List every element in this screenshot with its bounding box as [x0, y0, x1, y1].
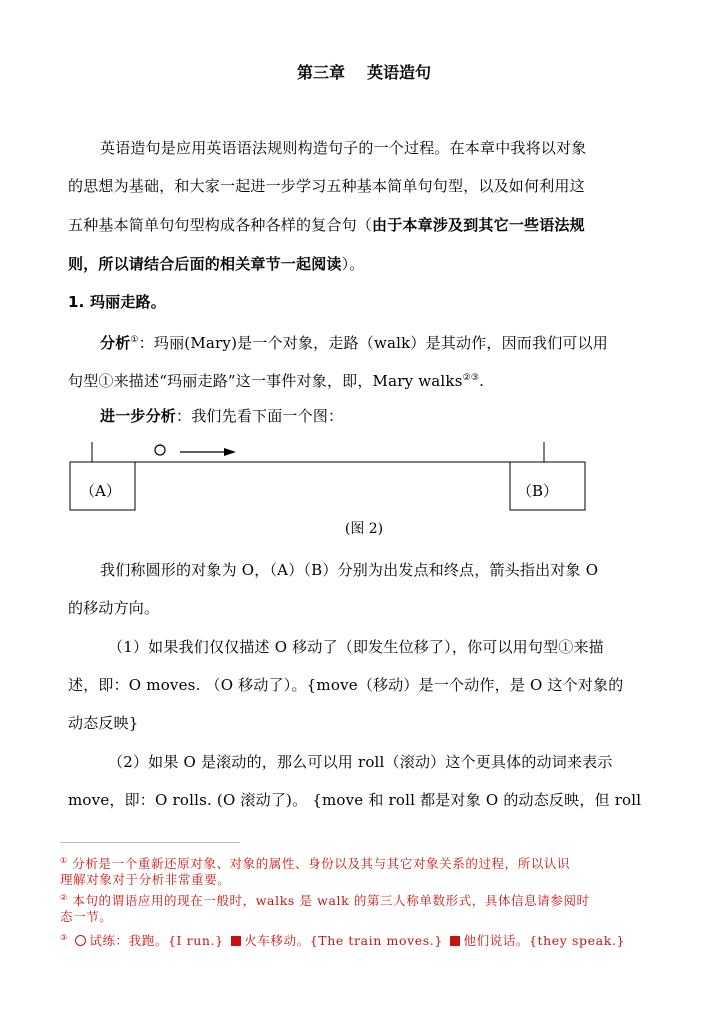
p2-line-3: 动态反映}: [68, 714, 139, 732]
footnote-1-line-1: [60, 852, 660, 872]
footnote-2-text: 本句的谓语应用的现在一般时，walks 是 walk 的第三人称单数形式，具体信息请参阅时: [67, 893, 590, 909]
footnote-3-exercise-2: 火车移动。{The train moves.}: [244, 933, 443, 949]
p2-line-1: （1）如果我们仅仅描述 O 移动了（即发生位移了），你可以用句型①来描: [108, 638, 604, 656]
footnote-2-line-1: [60, 889, 660, 909]
intro-line-4: [68, 254, 660, 274]
object-o-circle: [155, 445, 165, 455]
analysis-line-2-text: 句型①来描述“玛丽走路”这一事件对象，即，Mary walks: [68, 372, 463, 390]
footnote-ref-2-3[interactable]: ②③: [462, 373, 480, 383]
footnote-2-line-2: 态一节。: [60, 909, 113, 924]
further-analysis-label: 进一步分析: [100, 407, 177, 425]
chapter-name: 英语造句: [367, 63, 432, 82]
further-analysis-line: [68, 406, 692, 426]
p3-line-2: move，即：O rolls. (O 滚动了)。 {move 和 roll 都是对象 O 的动态反映，但 roll: [68, 791, 642, 809]
intro-line-2: 的思想为基础，和大家一起进一步学习五种基本简单句句型，以及如何利用这: [68, 177, 585, 195]
footnote-3-exercise-3: 他们说话。{they speak.}: [463, 933, 625, 949]
intro-line-3-bold: 由于本章涉及到其它一些语法规: [372, 216, 585, 234]
footnote-1-line-2: 理解对象对于分析非常重要。: [60, 872, 231, 887]
box-a: [70, 462, 135, 510]
intro-line-4-tail: ）。: [341, 255, 365, 273]
footnote-separator: [60, 842, 240, 843]
analysis-label: 分析: [100, 334, 131, 352]
intro-line-4-bold: 则，所以请结合后面的相关章节一起阅读: [68, 255, 342, 273]
direction-arrow-head: [224, 448, 236, 456]
square-bullet-icon: [231, 936, 241, 946]
footnote-2-mark: ②: [60, 893, 68, 902]
chapter-title: [0, 60, 728, 83]
box-b: [510, 462, 585, 510]
p1-line-1: 我们称圆形的对象为 O，（A）（B）分别为出发点和终点，箭头指出对象 O: [100, 561, 599, 579]
intro-line-1: 英语造句是应用英语语法规则构造句子的一个过程。在本章中我将以对象: [100, 139, 587, 157]
analysis-text: ：玛丽(Mary)是一个对象，走路（walk）是其动作，因而我们可以用: [138, 334, 609, 352]
further-analysis-text: ：我们先看下面一个图：: [176, 407, 344, 425]
p1-line-2: 的移动方向。: [68, 599, 160, 617]
figure-caption: (图 2): [344, 521, 384, 537]
intro-line-3-text: 五种基本简单句句型构成各种各样的复合句（: [68, 216, 373, 234]
box-b-label: （B）: [517, 482, 559, 500]
footnote-1-text: 分析是一个重新还原对象、对象的属性、身份以及其与其它对象关系的过程，所以认识: [67, 856, 571, 872]
analysis-line-2: [68, 368, 660, 391]
footnote-1-mark: ①: [60, 856, 68, 865]
section-heading: 1. 玛丽走路。: [68, 293, 166, 311]
p2-line-2: 述，即：O moves. （O 移动了）。{move（移动）是一个动作，是 O 这个对象的: [68, 676, 624, 694]
footnote-3-mark: ③: [60, 933, 68, 942]
p3-line-1: （2）如果 O 是滚动的，那么可以用 roll（滚动）这个更具体的动词来表示: [108, 753, 613, 771]
footnote-ref-1[interactable]: ①: [130, 335, 139, 345]
circle-bullet-icon: [75, 935, 86, 946]
footnote-3-exercise-1: 试练：我跑。{I run.}: [89, 933, 224, 949]
footnote-3-line: [60, 929, 660, 949]
analysis-line-2-tail: .: [479, 372, 485, 390]
intro-line-3: [68, 215, 660, 235]
analysis-line-1: [68, 330, 692, 353]
square-bullet-icon: [450, 936, 460, 946]
box-a-label: （A）: [80, 482, 121, 500]
chapter-number: 第三章: [296, 63, 345, 82]
